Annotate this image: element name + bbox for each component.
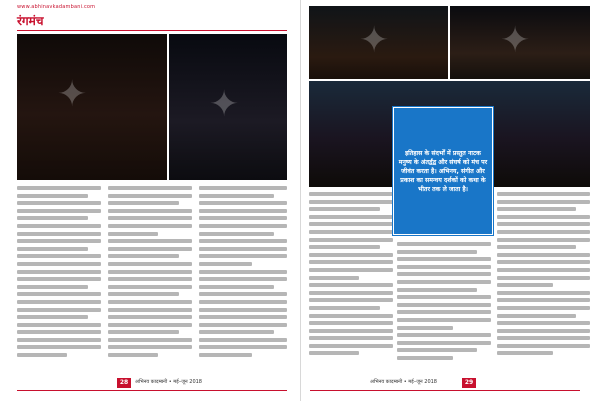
- article-column-6: [497, 192, 590, 372]
- stage-figure-icon: ✦: [57, 74, 88, 115]
- stage-figure-icon: ✦: [500, 20, 531, 61]
- magazine-footer-text: अभिनव कादम्बनी • मई–जून 2018: [135, 379, 202, 385]
- left-footer: [17, 378, 297, 392]
- right-footer: [310, 378, 590, 392]
- footer-rule: [17, 390, 287, 391]
- section-title: रंगमंच: [17, 14, 44, 28]
- article-column-4: [309, 192, 393, 372]
- page-number: 28: [117, 378, 131, 388]
- article-column-2: [108, 186, 192, 372]
- article-column-3: [199, 186, 287, 372]
- article-column-1: [17, 186, 101, 372]
- pull-quote-text: इतिहास के संदर्भों में प्रस्तुत नाटक मनुष्य के अंतर्द्वंद्व और संघर्ष को मंच पर जीवंत करता है। अभिनय, संगीत और प्रकाश का समन्वय दर्शकों को कथा के भीतर तक ले जाता है।: [398, 149, 488, 193]
- page-number: 29: [462, 378, 476, 388]
- performance-photo-4: [450, 6, 590, 79]
- stage-figure-icon: ✦: [359, 20, 390, 61]
- performance-photo-2: [169, 34, 287, 180]
- magazine-footer-text: अभिनव कादम्बनी • मई–जून 2018: [370, 379, 437, 385]
- footer-rule: [310, 390, 580, 391]
- stage-figure-icon: ✦: [209, 84, 240, 125]
- pull-quote-box: [393, 107, 493, 235]
- article-column-5: [397, 242, 491, 372]
- site-url: www.abhinavkadambani.com: [17, 4, 96, 10]
- header-rule: [17, 30, 287, 31]
- performance-photo-1: [17, 34, 167, 180]
- performance-photo-3: [309, 6, 448, 79]
